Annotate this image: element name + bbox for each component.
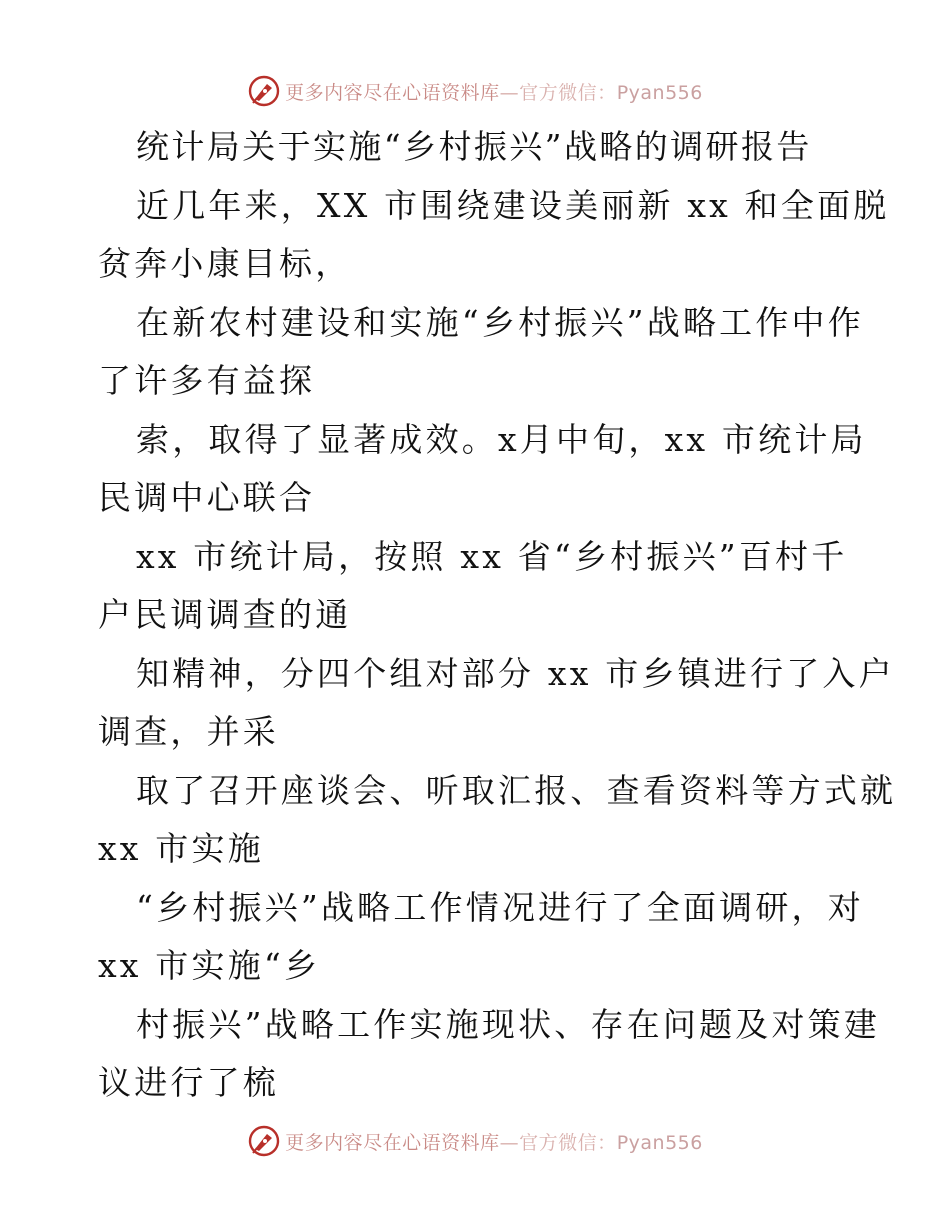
document-body — [98, 118, 897, 1113]
header-account-id: Pyan556 — [616, 81, 703, 104]
header-brand-text: 更多内容尽在心语资料库 — [285, 81, 500, 104]
footer-account-text: 官方微信： — [519, 1131, 617, 1154]
text-line: xx 市实施 — [98, 829, 264, 868]
text-line: 议进行了梳 — [98, 1063, 279, 1102]
footer-watermark-text — [285, 1128, 703, 1155]
pen-nib-logo-icon — [247, 1124, 281, 1158]
footer-separator: — — [499, 1131, 520, 1154]
header-account-text: 官方微信： — [519, 81, 617, 104]
footer-watermark-banner — [0, 1121, 950, 1161]
pen-nib-logo-icon — [247, 74, 281, 108]
text-line: 贫奔小康目标， — [98, 244, 352, 283]
text-line: 村振兴”战略工作实施现状、存在问题及对策建 — [136, 1004, 881, 1044]
text-line: 户民调调查的通 — [98, 595, 352, 634]
text-line: 取了召开座谈会、听取汇报、查看资料等方式就 — [136, 770, 897, 810]
text-line: xx 市实施“乡 — [98, 946, 321, 985]
footer-brand-text: 更多内容尽在心语资料库 — [285, 1131, 500, 1154]
text-line: 近几年来，XX 市围绕建设美丽新 xx 和全面脱 — [136, 185, 890, 225]
text-line: 民调中心联合 — [98, 478, 316, 517]
header-separator: — — [499, 81, 520, 104]
footer-account-id: Pyan556 — [616, 1131, 703, 1154]
text-line: 了许多有益探 — [98, 361, 316, 400]
text-line: 索，取得了显著成效。x月中旬，xx 市统计局 — [136, 419, 867, 459]
text-line: 知精神，分四个组对部分 xx 市乡镇进行了入户 — [136, 653, 895, 693]
text-line: 在新农村建设和实施“乡村振兴”战略工作中作 — [136, 302, 864, 342]
header-watermark-text — [285, 78, 703, 105]
header-watermark-banner — [0, 71, 950, 111]
text-line: 调查，并采 — [98, 712, 279, 751]
text-line: xx 市统计局，按照 xx 省“乡村振兴”百村千 — [136, 536, 848, 576]
text-line: “乡村振兴”战略工作情况进行了全面调研，对 — [136, 887, 864, 927]
document-title: 统计局关于实施“乡村振兴”战略的调研报告 — [136, 127, 812, 166]
